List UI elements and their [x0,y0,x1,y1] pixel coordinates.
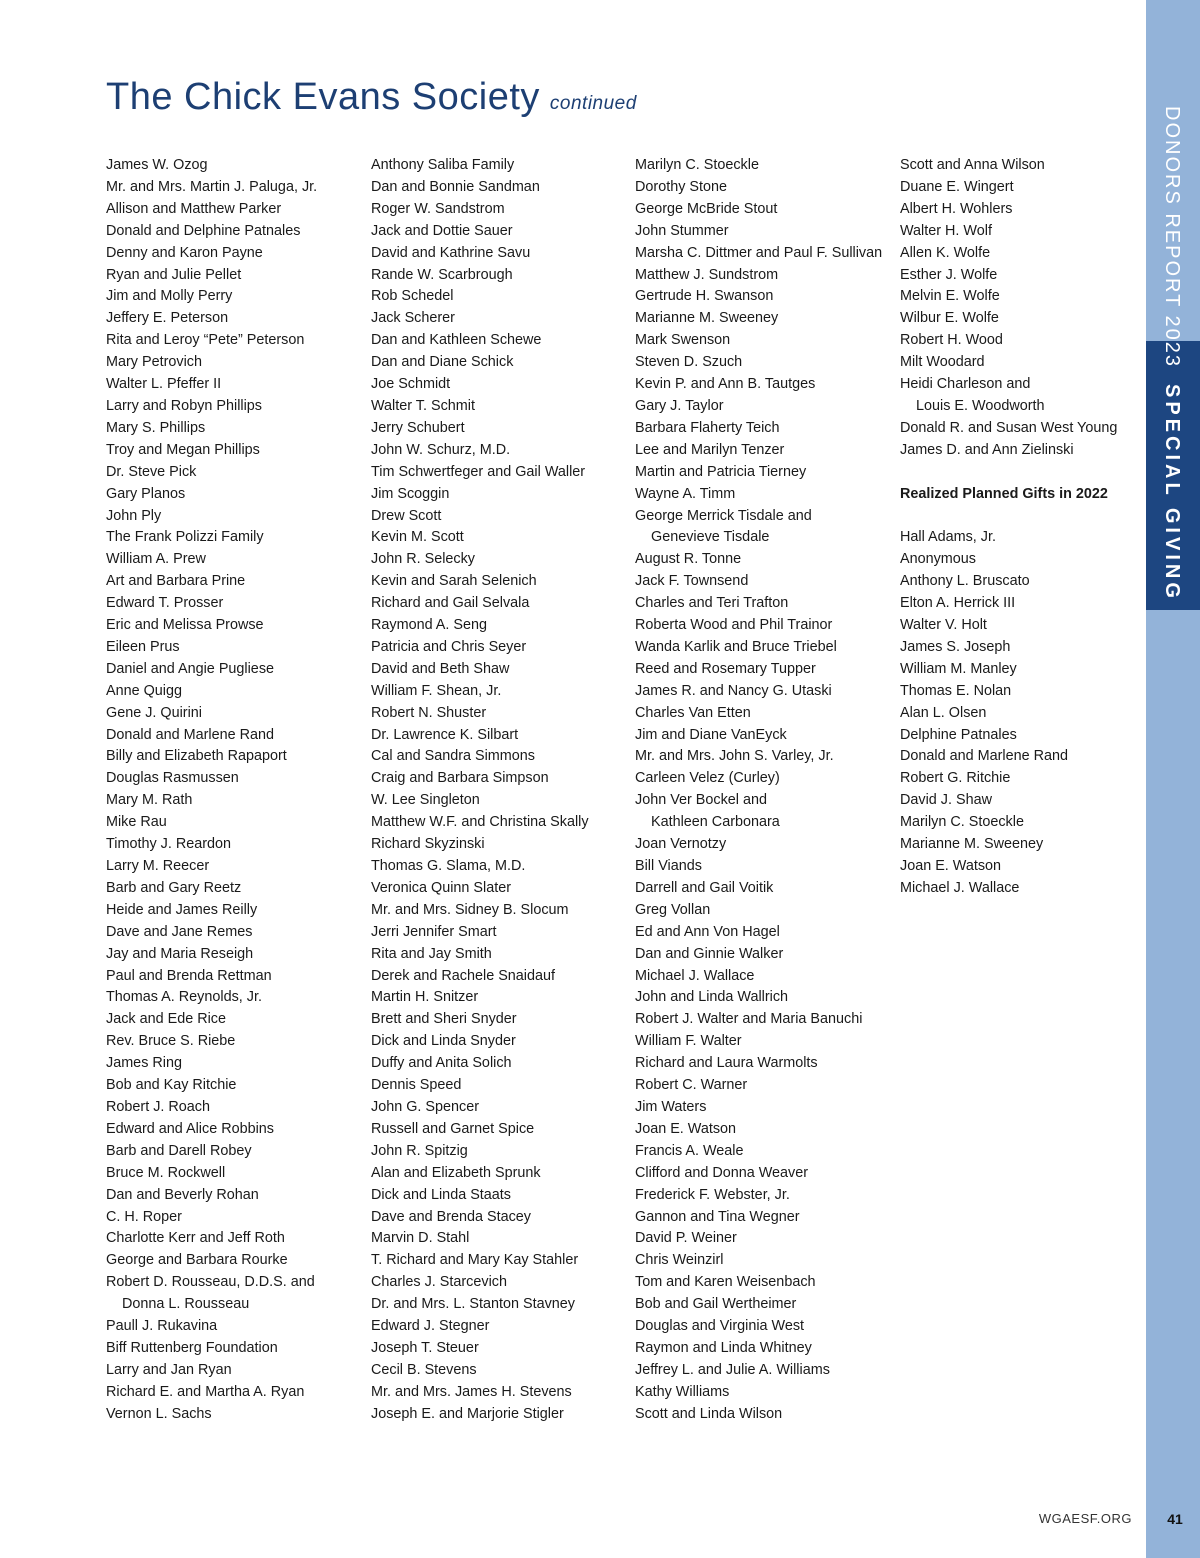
donor-name-continuation: Louis E. Woodworth [916,397,1045,414]
donor-name: Craig and Barbara Simpson [371,770,549,787]
donor-name: Charlotte Kerr and Jeff Roth [106,1230,285,1247]
donor-name: Jack F. Townsend [635,573,749,590]
donor-name: Daniel and Angie Pugliese [106,660,275,677]
donor-name: Jeffrey L. and Julie A. Williams [635,1361,830,1378]
donor-name: Drew Scott [371,507,442,524]
donor-name: Mike Rau [106,814,167,831]
donor-name-continuation: Kathleen Carbonara [651,814,780,831]
donor-name: John R. Spitzig [371,1142,468,1159]
donor-name: Wanda Karlik and Bruce Triebel [635,638,837,655]
donor-name: Donald and Marlene Rand [106,726,275,743]
donor-name: Tom and Karen Weisenbach [635,1274,816,1291]
donor-name-continuation: Donna L. Rousseau [122,1296,250,1313]
donor-name: Matthew W.F. and Christina Skally [371,814,589,831]
donor-name: John Ply [106,507,162,524]
donor-name: Dan and Kathleen Schewe [371,332,542,349]
donor-name: Dr. and Mrs. L. Stanton Stavney [371,1296,575,1313]
donor-name: Allison and Matthew Parker [106,200,282,217]
donor-name: August R. Tonne [635,551,742,568]
donor-name: Robert J. Roach [106,1098,210,1115]
donor-name: Joan Vernotzy [635,836,727,853]
donor-name: Walter T. Schmit [371,397,475,414]
donor-name: Albert H. Wohlers [900,200,1013,217]
donor-name: Robert N. Shuster [371,704,487,721]
donor-name: John W. Schurz, M.D. [371,441,511,458]
donor-name: Bill Viands [635,858,702,874]
donor-name: Gene J. Quirini [106,704,202,721]
donor-name: Delphine Patnales [900,726,1017,743]
donor-name: Gannon and Tina Wegner [635,1208,800,1225]
donor-name: Charles and Teri Trafton [635,595,789,612]
donor-name: Denny and Karon Payne [106,244,263,261]
donor-name: David and Beth Shaw [371,660,510,677]
donor-name: David P. Weiner [635,1230,737,1247]
donor-name: James W. Ozog [106,157,208,173]
donor-name: Barbara Flaherty Teich [635,419,780,436]
donor-name: Jim Waters [635,1098,707,1115]
donor-name: Joan E. Watson [900,857,1002,874]
donor-name: Barb and Darell Robey [106,1142,252,1159]
donor-name: Eric and Melissa Prowse [106,617,264,634]
donor-name: Bob and Kay Ritchie [106,1077,237,1094]
donor-name: Reed and Rosemary Tupper [635,660,816,677]
donor-name: Jack and Ede Rice [106,1011,226,1028]
page-title-text: The Chick Evans Society [106,76,540,118]
donor-name: Robert J. Walter and Maria Banuchi [635,1011,863,1028]
donor-name: Mr. and Mrs. Sidney B. Slocum [371,901,569,918]
donor-name: Edward J. Stegner [371,1318,490,1335]
donor-name: Marilyn C. Stoeckle [635,157,759,173]
donor-name: Larry and Robyn Phillips [106,397,262,414]
donor-name: Troy and Megan Phillips [106,441,260,458]
donor-name: Robert H. Wood [900,332,1003,349]
donor-name: Kevin P. and Ann B. Tautges [635,376,816,393]
sidebar-report-label: DONORS REPORT 2023 [1161,106,1183,369]
donor-name: Martin H. Snitzer [371,989,479,1006]
donor-name: John Ver Bockel and [635,792,768,809]
donor-name: Joseph E. and Marjorie Stigler [371,1405,564,1422]
donor-name: W. Lee Singleton [371,792,480,809]
donor-name: Dan and Bonnie Sandman [371,178,540,195]
donor-name: Dick and Linda Staats [371,1186,511,1203]
donor-name: Vernon L. Sachs [106,1405,212,1422]
donor-name: Alan and Elizabeth Sprunk [371,1164,541,1181]
donor-name: Martin and Patricia Tierney [635,463,807,480]
donor-name: Greg Vollan [635,901,711,918]
donor-name: Heide and James Reilly [106,901,258,918]
donor-name: James D. and Ann Zielinski [900,441,1074,458]
donor-name: Roberta Wood and Phil Trainor [635,617,833,634]
donor-name: Gertrude H. Swanson [635,288,774,305]
donor-name: David and Kathrine Savu [371,244,531,261]
donor-name: Richard Skyzinski [371,836,485,853]
donor-name: Dorothy Stone [635,178,727,195]
donor-name: Mary M. Rath [106,792,193,809]
donor-name: Mark Swenson [635,332,731,349]
donor-name: Walter V. Holt [900,617,987,633]
donor-name: Dr. Lawrence K. Silbart [371,726,519,743]
donor-name: Wilbur E. Wolfe [900,310,999,327]
donor-name: Dave and Jane Remes [106,923,253,940]
donor-name: Rev. Bruce S. Riebe [106,1033,236,1050]
donor-name: Bruce M. Rockwell [106,1164,226,1181]
donor-name: Paul and Brenda Rettman [106,967,272,984]
donor-name: Douglas and Virginia West [635,1318,805,1335]
donor-name: Anonymous [900,551,976,568]
donor-name: Billy and Elizabeth Rapaport [106,748,287,765]
donor-name-continuation: Genevieve Tisdale [651,529,770,546]
donor-name: Walter H. Wolf [900,222,992,239]
donor-column-2 [371,155,629,1426]
donor-name: Timothy J. Reardon [106,836,232,853]
page-title [106,76,637,119]
donor-name: Steven D. Szuch [635,354,743,371]
donor-name: Veronica Quinn Slater [371,879,511,896]
donor-name: Marianne M. Sweeney [900,836,1044,853]
donor-name: Gary Planos [106,485,186,502]
donor-name: Walter L. Pfeffer II [106,376,222,393]
donor-name: Cecil B. Stevens [371,1361,477,1378]
donor-name: Edward T. Prosser [106,595,224,612]
donor-name: Kathy Williams [635,1383,730,1400]
donor-name: Scott and Anna Wilson [900,157,1045,173]
donor-name: Mr. and Mrs. John S. Varley, Jr. [635,748,834,765]
donor-name: Patricia and Chris Seyer [371,638,527,655]
donor-name: Hall Adams, Jr. [900,529,996,546]
donor-name: George Merrick Tisdale and [635,507,812,524]
footer-website: WGAESF.ORG [1038,1511,1132,1526]
donor-name: Donald R. and Susan West Young [900,419,1118,436]
donor-name: John and Linda Wallrich [635,989,789,1006]
donor-name: Richard E. and Martha A. Ryan [106,1383,305,1400]
donor-name: Gary J. Taylor [635,397,724,414]
donor-name: George McBride Stout [635,200,778,217]
donor-name: C. H. Roper [106,1208,182,1225]
donor-name: Melvin E. Wolfe [900,288,1000,305]
donor-name: Roger W. Sandstrom [371,200,505,217]
donor-name: Mr. and Mrs. James H. Stevens [371,1383,572,1400]
donor-name: Charles J. Starcevich [371,1274,507,1291]
donor-name: Wayne A. Timm [635,485,736,502]
donor-column-3 [635,155,893,1426]
donor-name: Carleen Velez (Curley) [635,770,780,787]
donor-name: Joseph T. Steuer [371,1339,479,1356]
donor-name: Jeffery E. Peterson [106,310,229,327]
donor-column-4 [900,155,1158,900]
section-heading: Realized Planned Gifts in 2022 [900,485,1108,502]
donor-name: Thomas A. Reynolds, Jr. [106,989,262,1006]
donor-name: Larry and Jan Ryan [106,1361,232,1378]
donor-name: Jim and Molly Perry [106,288,233,305]
donor-name: Kevin M. Scott [371,529,464,546]
donor-name: Marvin D. Stahl [371,1230,470,1247]
donor-name: Richard and Gail Selvala [371,595,530,612]
donor-name: Richard and Laura Warmolts [635,1055,818,1072]
donor-name: Joan E. Watson [635,1120,737,1137]
donor-name: Raymon and Linda Whitney [635,1339,812,1356]
donor-name: John Stummer [635,222,729,239]
donor-name: William M. Manley [900,660,1017,677]
sidebar-section-label: SPECIAL GIVING [1161,384,1183,602]
donor-name: Joe Schmidt [371,376,451,393]
donor-name: Cal and Sandra Simmons [371,748,535,765]
donor-name: Marilyn C. Stoeckle [900,814,1024,831]
donor-name: Donald and Marlene Rand [900,748,1069,765]
donor-name: Rande W. Scarbrough [371,266,513,283]
page-title-suffix: continued [549,93,637,114]
donor-name: Matthew J. Sundstrom [635,266,779,283]
donor-name: Paull J. Rukavina [106,1318,218,1335]
donor-name: John G. Spencer [371,1098,479,1115]
page-number: 41 [1167,1511,1183,1527]
donor-name: Jerry Schubert [371,419,465,436]
donor-name: Larry M. Reecer [106,858,210,874]
donor-name: Esther J. Wolfe [900,266,998,283]
donor-name: Rita and Jay Smith [371,945,492,962]
donor-name: Chris Weinzirl [635,1252,724,1269]
donor-name: Jack Scherer [371,310,455,327]
donor-name: William F. Shean, Jr. [371,682,502,699]
donor-name: James R. and Nancy G. Utaski [635,682,832,699]
donor-name: Charles Van Etten [635,704,751,721]
donor-name: Douglas Rasmussen [106,770,239,787]
donor-name: Thomas E. Nolan [900,682,1012,699]
donor-name: Darrell and Gail Voitik [635,879,774,896]
donor-name: Anthony L. Bruscato [900,573,1030,590]
donor-name: Jim Scoggin [371,485,450,502]
donor-name: Rob Schedel [371,288,454,305]
donor-name: Art and Barbara Prine [106,573,246,590]
donor-name: David J. Shaw [900,792,992,809]
donor-name: Michael J. Wallace [635,967,755,984]
donor-name: Milt Woodard [900,354,985,371]
donor-name: Dave and Brenda Stacey [371,1208,531,1225]
donor-name: Tim Schwertfeger and Gail Waller [371,463,586,480]
spacer [900,462,1158,484]
donor-name: Marsha C. Dittmer and Paul F. Sullivan [635,244,883,261]
donor-name: Russell and Garnet Spice [371,1120,535,1137]
donor-name: Dick and Linda Snyder [371,1033,516,1050]
donor-name: Raymond A. Seng [371,617,487,634]
donor-name: Dan and Ginnie Walker [635,945,784,962]
donor-name: Ed and Ann Von Hagel [635,923,780,940]
donor-name: Marianne M. Sweeney [635,310,779,327]
donor-name: Dan and Diane Schick [371,354,514,371]
donor-name: Heidi Charleson and [900,376,1031,393]
spacer [900,505,1158,527]
donor-name: Duane E. Wingert [900,178,1014,195]
donor-name: Scott and Linda Wilson [635,1405,783,1422]
donor-name: Dr. Steve Pick [106,463,197,480]
donor-name: Derek and Rachele Snaidauf [371,967,556,984]
donor-name: Alan L. Olsen [900,704,987,721]
donor-name: Anthony Saliba Family [371,157,515,173]
donor-name: Barb and Gary Reetz [106,879,242,896]
donor-name: Edward and Alice Robbins [106,1120,274,1137]
donor-name: James S. Joseph [900,638,1011,655]
donor-name: Mary Petrovich [106,354,202,371]
donor-name: William A. Prew [106,551,206,568]
donor-name: Anne Quigg [106,682,183,699]
donor-name: Robert D. Rousseau, D.D.S. and [106,1274,315,1291]
donor-name: Dan and Beverly Rohan [106,1186,259,1203]
donor-name: Jim and Diane VanEyck [635,726,787,743]
donor-name: Ryan and Julie Pellet [106,266,242,283]
donor-name: Thomas G. Slama, M.D. [371,858,526,874]
donor-name: The Frank Polizzi Family [106,529,264,546]
donor-name: William F. Walter [635,1033,742,1050]
donor-name: Bob and Gail Wertheimer [635,1296,797,1313]
donor-name: Robert C. Warner [635,1077,748,1094]
donor-name: Rita and Leroy “Pete” Peterson [106,332,305,349]
donor-name: Lee and Marilyn Tenzer [635,441,785,458]
donor-name: Jack and Dottie Sauer [371,222,513,239]
donor-name: Michael J. Wallace [900,879,1020,896]
donor-name: Mr. and Mrs. Martin J. Paluga, Jr. [106,178,318,195]
donor-name: George and Barbara Rourke [106,1252,288,1269]
donor-name: Eileen Prus [106,638,180,655]
donor-name: Biff Ruttenberg Foundation [106,1339,278,1356]
donor-name: James Ring [106,1055,182,1072]
donor-column-1 [106,155,364,1426]
donor-name: Elton A. Herrick III [900,595,1016,612]
donor-name: Mary S. Phillips [106,419,206,436]
donor-name: Donald and Delphine Patnales [106,222,301,239]
donor-name: Jay and Maria Reseigh [106,945,254,962]
donor-name: Kevin and Sarah Selenich [371,573,537,590]
donor-name: Duffy and Anita Solich [371,1055,512,1072]
donor-name: Clifford and Donna Weaver [635,1164,809,1181]
donor-name: Francis A. Weale [635,1142,744,1159]
donor-name: John R. Selecky [371,551,475,568]
donor-name: Frederick F. Webster, Jr. [635,1186,790,1203]
donor-name: Dennis Speed [371,1077,462,1094]
donor-name: T. Richard and Mary Kay Stahler [371,1252,579,1269]
donor-name: Allen K. Wolfe [900,244,991,261]
donor-name: Robert G. Ritchie [900,770,1011,787]
donor-name: Brett and Sheri Snyder [371,1011,517,1028]
donor-name: Jerri Jennifer Smart [371,923,497,940]
